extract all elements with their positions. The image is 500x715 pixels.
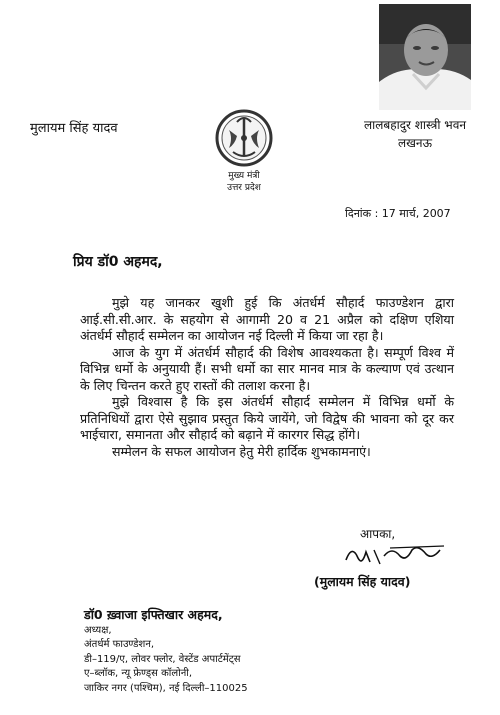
salutation: प्रिय डॉ0 अहमद, <box>73 254 163 270</box>
address-line: अंतर्धर्म फाउण्डेशन, <box>84 639 155 651</box>
body-paragraph-2: आज के युग में अंतर्धर्म सौहार्द की विशेष आवश्यकता है। सम्पूर्ण विश्व में विभिन्न धर्मो के अनुयायी हैं। सभी धर्मो का सार मानव मात्र के कल्याण एवं उत्थान के लिए चिन्तन करते हुए रास्तों की तलाश करना है। <box>80 344 454 393</box>
emblem-caption-title: मुख्य मंत्री <box>228 171 260 181</box>
office-address <box>360 116 470 152</box>
address-line: ए–ब्लॉक, न्यू फ्रेण्ड्स कॉलोनी, <box>84 668 193 680</box>
emblem-caption-state: उत्तर प्रदेश <box>227 183 261 193</box>
address-line: अध्यक्ष, <box>84 625 112 636</box>
office-building: लालबहादुर शास्त्री भवन <box>363 118 467 132</box>
signer-name: (मुलायम सिंह यादव) <box>314 574 411 589</box>
sender-name-header: मुलायम सिंह यादव <box>30 121 118 136</box>
recipient-name: डॉ0 ख़्वाजा इफ्तिखार अहमद, <box>84 607 223 622</box>
office-city: लखनऊ <box>397 136 433 150</box>
portrait-image <box>379 4 471 110</box>
letter-date: दिनांक : 17 मार्च, 2007 <box>345 207 451 220</box>
address-line: डी–119/ए, लोवर फ्लोर, वेस्टेंड अपार्टमेंट्स <box>84 653 241 665</box>
sender-photo <box>379 4 471 110</box>
letter-body <box>80 295 454 460</box>
closing-text: आपका, <box>360 527 396 541</box>
emblem-caption <box>210 170 278 194</box>
body-paragraph-1: मुझे यह जानकर खुशी हुई कि अंतर्धर्म सौहार्द फाउण्डेशन द्वारा आई.सी.सी.आर. के सहयोग से आगामी 20 व 21 अप्रैल को दक्षिण एशिया अंतर्धर्म सौहार्द सम्मेलन का आयोजन नई दिल्ली में किया जा रहा है। <box>80 295 454 343</box>
body-paragraph-4: सम्मेलन के सफल आयोजन हेतु मेरी हार्दिक शुभकामनाएं। <box>112 443 371 459</box>
body-paragraph-3: मुझे विश्वास है कि इस अंतर्धर्म सौहार्द सम्मेलन में विभिन्न धर्मो के प्रतिनिधियों द्वारा ऐसे सुझाव प्रस्तुत किये जायेंगे, जो विद्वेष की भावना को दूर कर भाईचारा, समानता और सौहार्द को बढ़ाने में कारगर सिद्ध होंगे। <box>80 394 454 442</box>
handwritten-signature-icon <box>340 538 465 570</box>
address-line: जाकिर नगर (पश्चिम), नई दिल्ली–110025 <box>84 682 248 694</box>
recipient-address <box>84 624 248 696</box>
state-emblem-icon <box>215 108 273 168</box>
